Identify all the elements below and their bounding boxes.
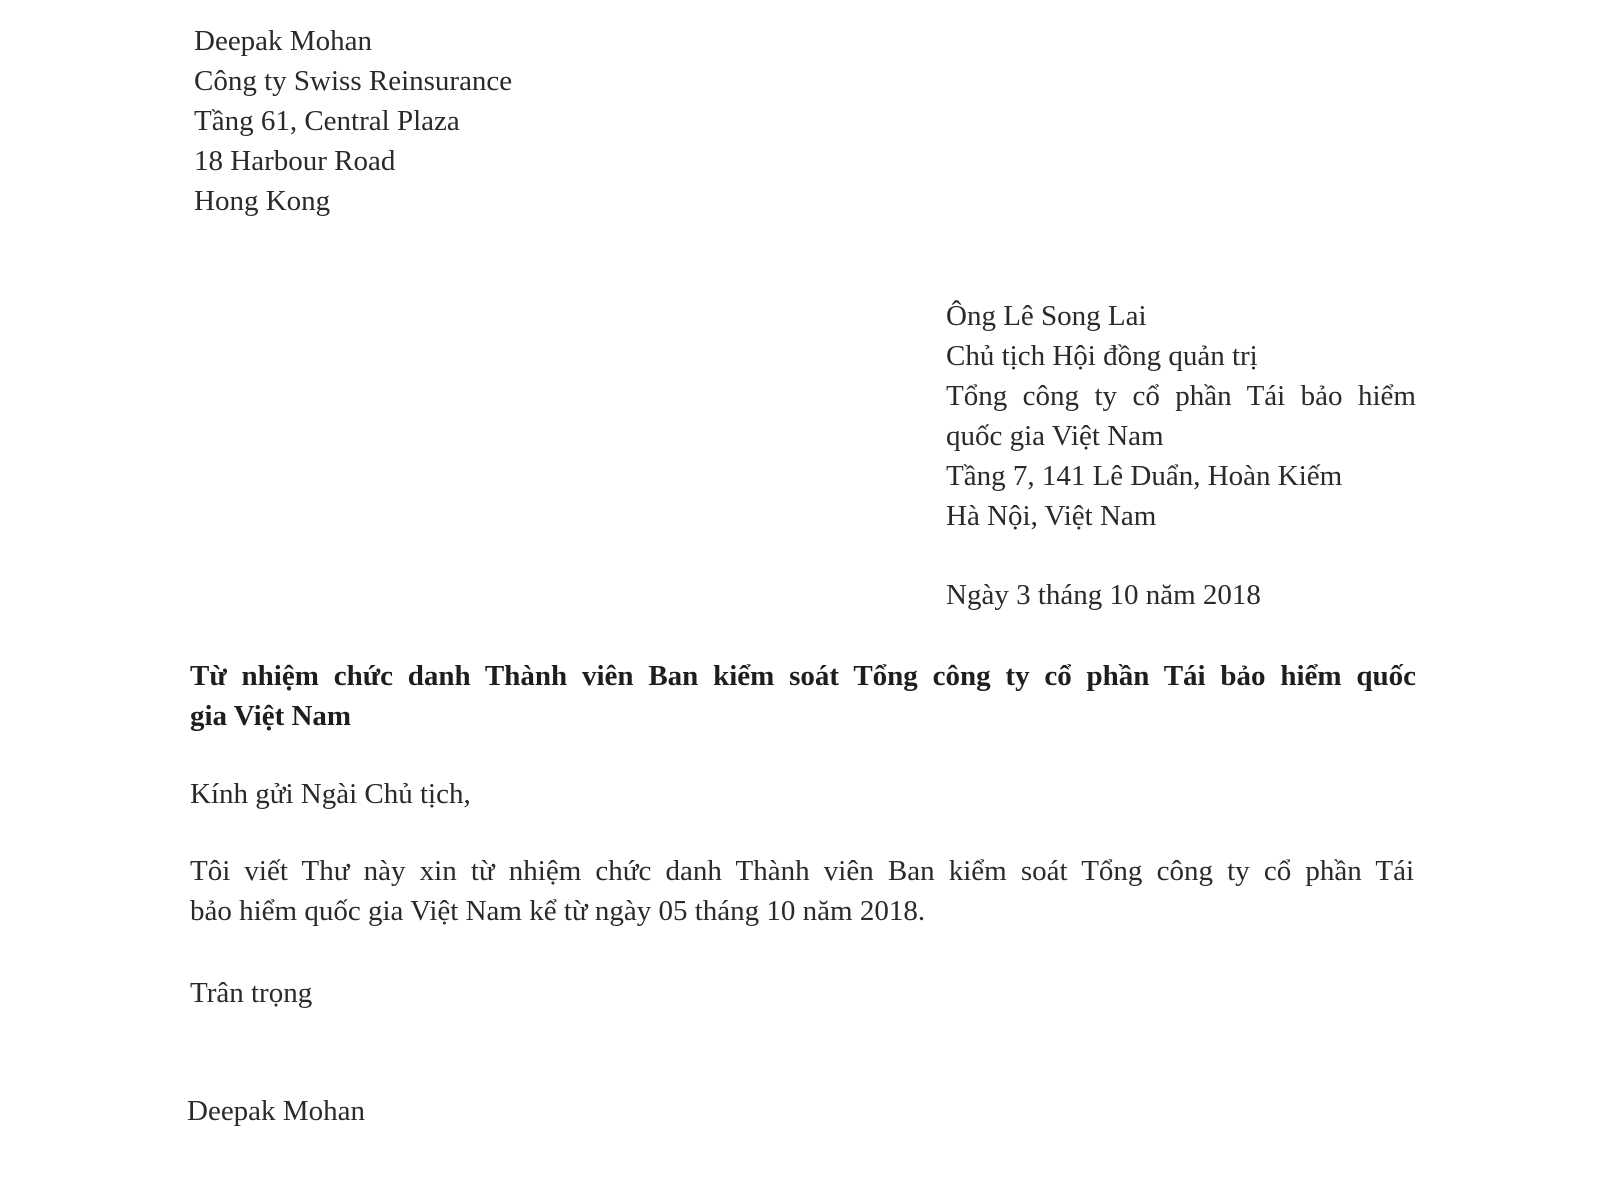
recipient-address-block	[946, 296, 1416, 536]
signature-name: Deepak Mohan	[187, 1095, 365, 1127]
recipient-city: Hà Nội, Việt Nam	[946, 500, 1157, 532]
sender-address-block	[194, 21, 512, 221]
letter-body	[190, 851, 1414, 931]
recipient-company-line-1: Tổng công ty cổ phần Tái bảo hiểm	[946, 380, 1416, 412]
letter-date: Ngày 3 tháng 10 năm 2018	[946, 579, 1261, 611]
sender-address-line-1: Tầng 61, Central Plaza	[194, 105, 460, 137]
body-line-1: Tôi viết Thư này xin từ nhiệm chức danh Thành viên Ban kiểm soát Tổng công ty cổ phần Tái	[190, 855, 1414, 887]
recipient-title: Chủ tịch Hội đồng quản trị	[946, 340, 1258, 372]
subject-line-1: Từ nhiệm chức danh Thành viên Ban kiểm soát Tổng công ty cổ phần Tái bảo hiểm quốc	[190, 660, 1416, 692]
sender-city: Hong Kong	[194, 185, 331, 217]
letter-closing: Trân trọng	[190, 977, 313, 1009]
subject-line-2: gia Việt Nam	[190, 700, 352, 732]
sender-address-line-2: 18 Harbour Road	[194, 145, 396, 177]
sender-name: Deepak Mohan	[194, 25, 372, 57]
recipient-name: Ông Lê Song Lai	[946, 300, 1147, 332]
sender-company: Công ty Swiss Reinsurance	[194, 65, 513, 97]
recipient-company-line-2: quốc gia Việt Nam	[946, 420, 1164, 452]
body-line-2: bảo hiểm quốc gia Việt Nam kể từ ngày 05 tháng 10 năm 2018.	[190, 895, 926, 927]
letter-subject	[190, 656, 1416, 736]
letter-salutation: Kính gửi Ngài Chủ tịch,	[190, 778, 471, 810]
recipient-address-line: Tầng 7, 141 Lê Duẩn, Hoàn Kiếm	[946, 460, 1343, 492]
